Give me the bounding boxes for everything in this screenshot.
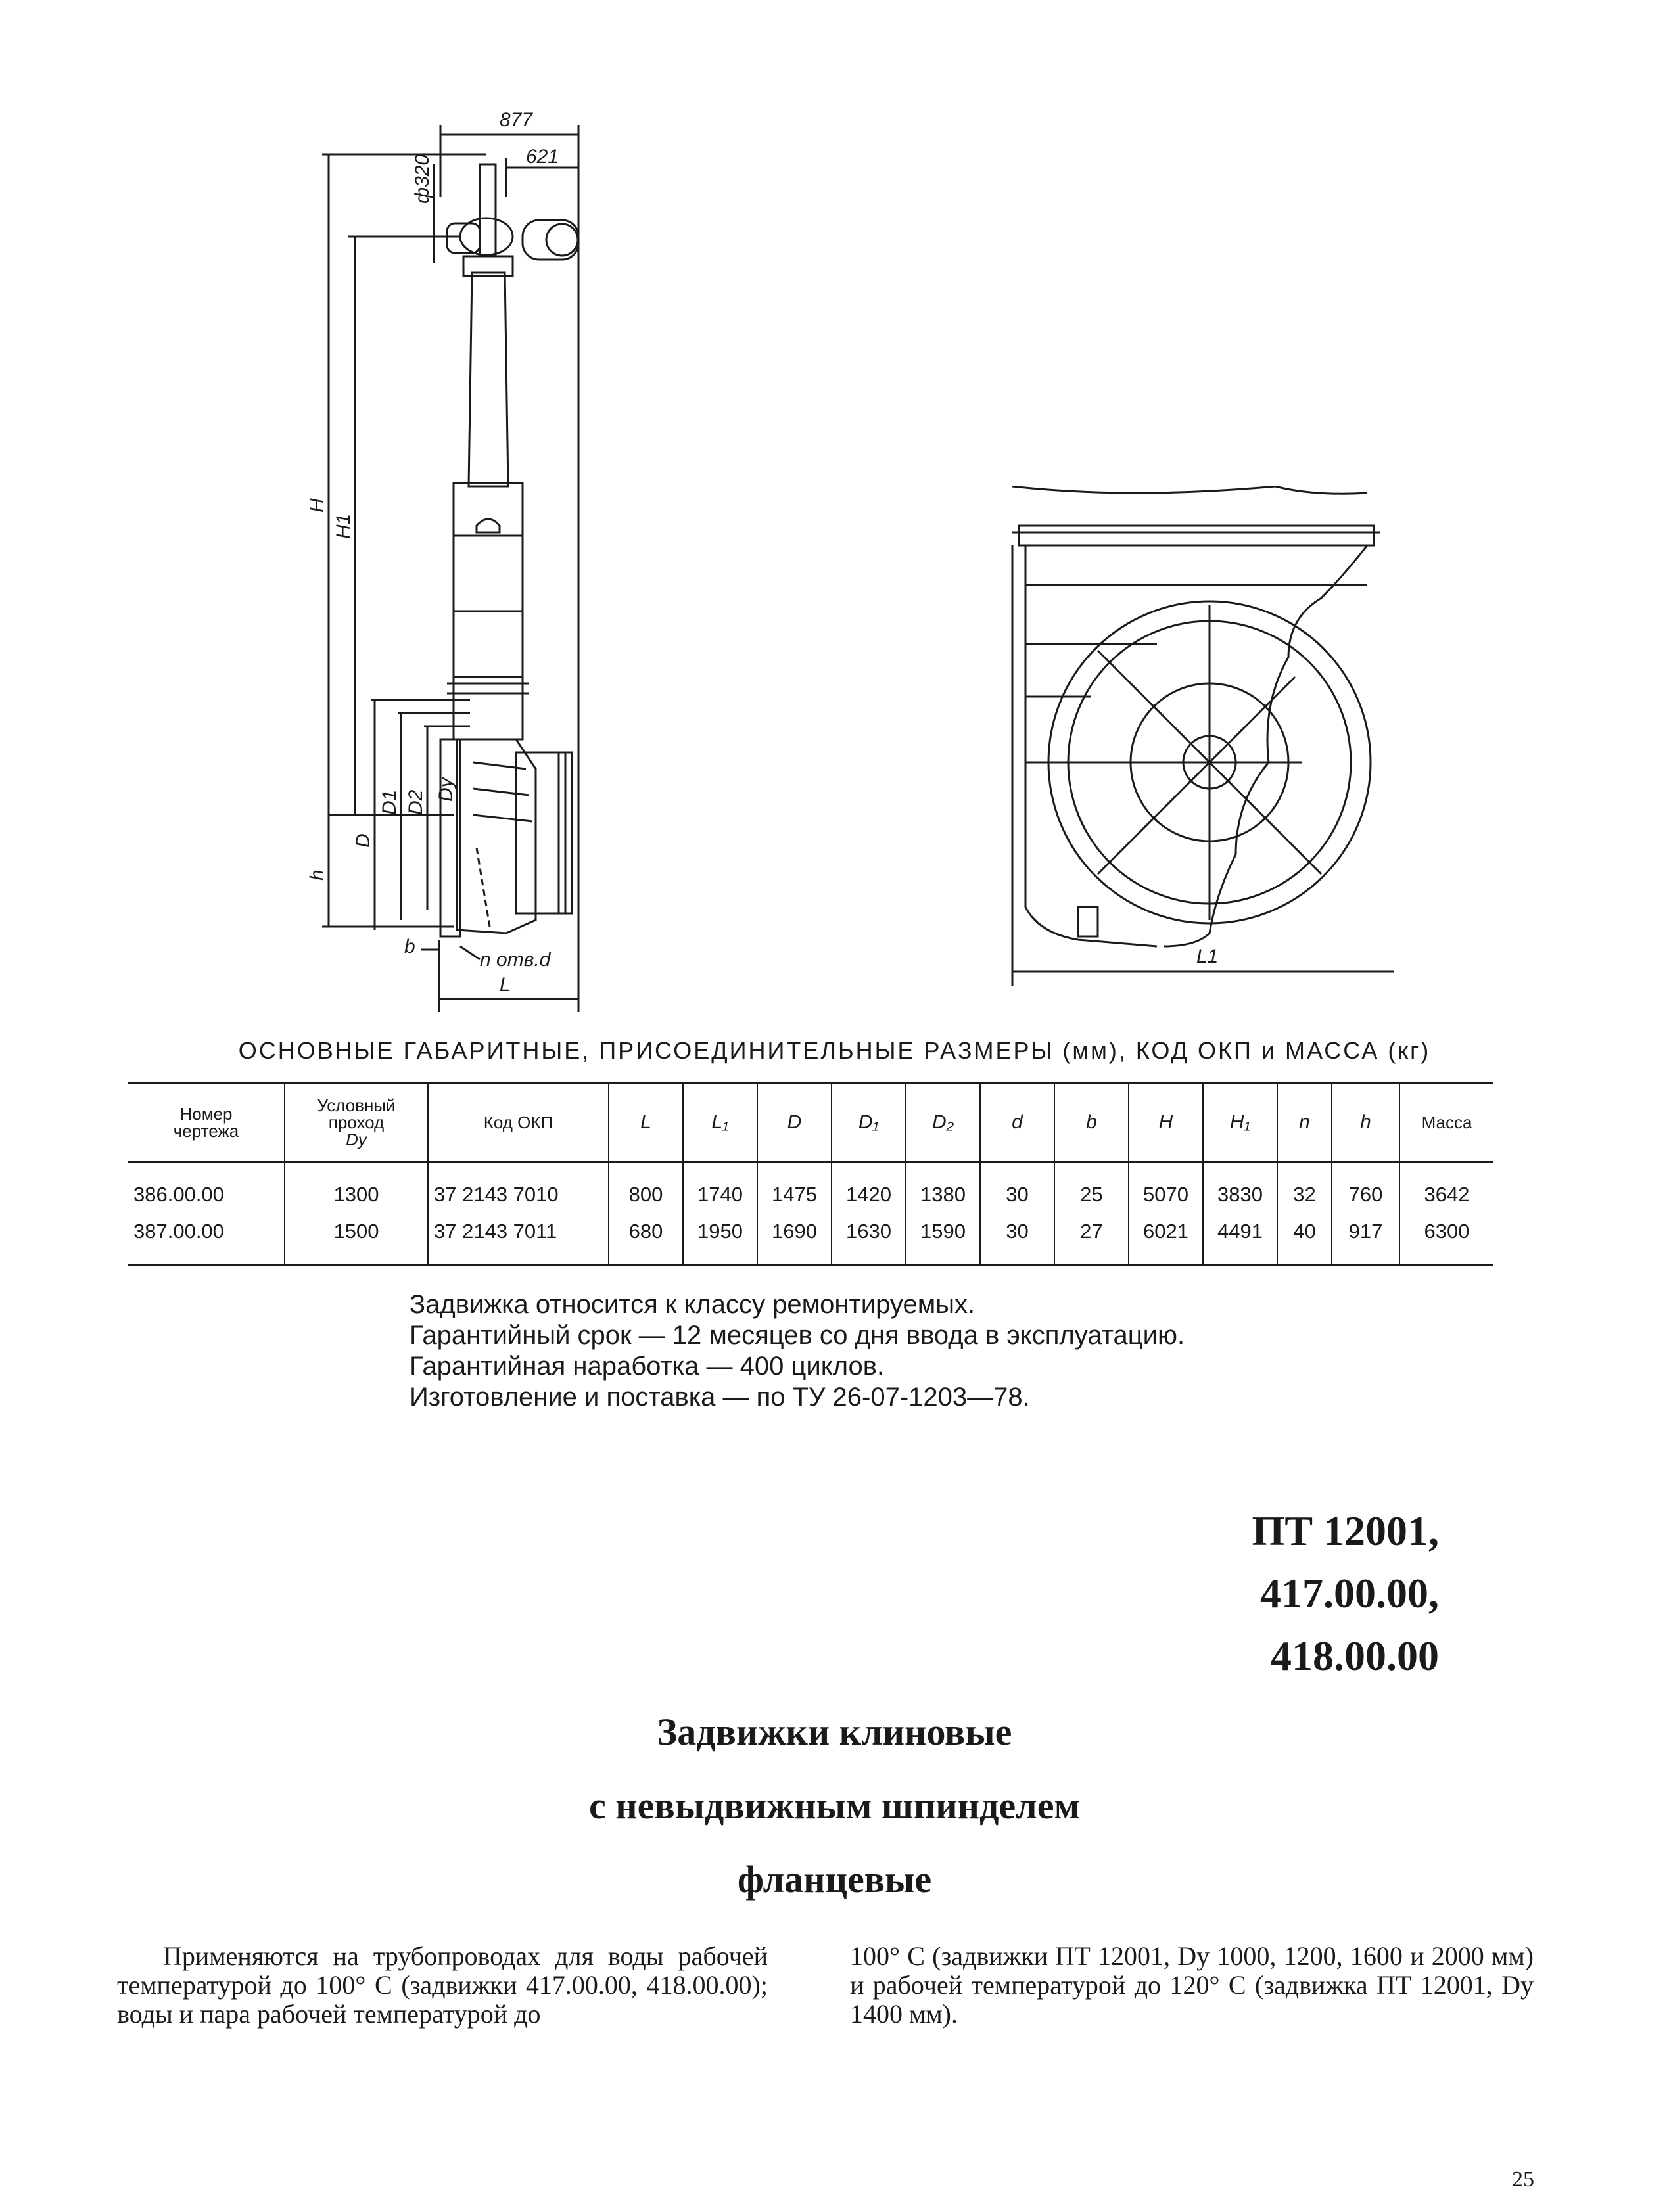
- product-code: 417.00.00,: [1260, 1570, 1439, 1617]
- header-dy: [285, 1083, 428, 1163]
- header-d1: D₁: [832, 1083, 906, 1163]
- table-row: [128, 1213, 1493, 1265]
- dim-height-total: H: [306, 498, 328, 513]
- dim-half-width: 621: [526, 146, 559, 168]
- table-cell: 1500: [285, 1213, 428, 1265]
- table-cell: 1300: [285, 1162, 428, 1213]
- header-l: L: [609, 1083, 683, 1163]
- header-dy-line1: Условный: [317, 1095, 396, 1115]
- table-cell: 680: [609, 1213, 683, 1265]
- header-dy-line2: проход: [328, 1113, 385, 1132]
- dim-flange-d2: D2: [405, 789, 427, 815]
- header-h1: H₁: [1203, 1083, 1277, 1163]
- table-cell: 386.00.00: [133, 1183, 224, 1206]
- valve-elevation-drawing: [289, 105, 605, 1012]
- dim-handwheel: ф320: [411, 154, 433, 204]
- dim-length-l1: L1: [1196, 946, 1219, 967]
- table-cell: 30: [980, 1213, 1054, 1265]
- header-drawing-no-line2: чертежа: [173, 1121, 239, 1141]
- dim-height-one: H1: [333, 513, 354, 539]
- header-small-h: h: [1332, 1083, 1399, 1163]
- table-cell: 1690: [757, 1213, 832, 1265]
- table-cell: 6300: [1399, 1213, 1493, 1265]
- dim-flange-d: D: [352, 833, 374, 848]
- table-cell: 1475: [757, 1162, 832, 1213]
- table-caption: ОСНОВНЫЕ ГАБАРИТНЫЕ, ПРИСОЕДИНИТЕЛЬНЫЕ РАЗМЕРЫ (мм), КОД ОКП и МАССА (кг): [238, 1037, 1431, 1064]
- body-text-right: 100° С (задвижки ПТ 12001, Dу 1000, 1200, 1600 и 2000 мм) и рабочей температурой до 120° С (задвижка ПТ 12001, Dу 1400 мм).: [850, 1941, 1534, 2029]
- title-line: с невыдвижным шпинделем: [589, 1784, 1080, 1827]
- header-h: H: [1129, 1083, 1203, 1163]
- body-text-left: Применяются на трубопроводах для воды рабочей температурой до 100° С (задвижки 417.00.00, 418.00.00); воды и пара рабочей температурой до: [117, 1941, 768, 2029]
- header-d2: D₂: [906, 1083, 980, 1163]
- note-line: Гарантийный срок — 12 месяцев со дня ввода в эксплуатацию.: [410, 1321, 1185, 1350]
- dim-flange-b: b: [404, 936, 415, 957]
- title-line: Задвижки клиновые: [657, 1711, 1012, 1753]
- table-cell: 800: [609, 1162, 683, 1213]
- table-cell: 32: [1277, 1162, 1332, 1213]
- header-mass: Масса: [1399, 1083, 1493, 1163]
- table-cell: 37 2143 7010: [428, 1162, 609, 1213]
- table-cell: 25: [1054, 1162, 1129, 1213]
- table-cell: 1740: [683, 1162, 757, 1213]
- dim-bore: Dy: [435, 777, 457, 802]
- product-code: 418.00.00: [1271, 1632, 1439, 1679]
- header-b: b: [1054, 1083, 1129, 1163]
- dimensions-table: [128, 1082, 1493, 1266]
- table-cell: 3830: [1203, 1162, 1277, 1213]
- table-cell: 4491: [1203, 1213, 1277, 1265]
- section-title: [0, 1695, 1669, 1916]
- header-d: D: [757, 1083, 832, 1163]
- table-cell: 27: [1054, 1213, 1129, 1265]
- dim-top-width: 877: [500, 109, 533, 131]
- dim-holes: n отв.d: [480, 949, 551, 971]
- title-line: фланцевые: [737, 1858, 932, 1901]
- product-code: ПТ 12001,: [1252, 1508, 1439, 1554]
- notes-block: [410, 1289, 1185, 1413]
- table-cell: 760: [1332, 1162, 1399, 1213]
- header-small-d: d: [980, 1083, 1054, 1163]
- header-drawing-no: [128, 1083, 285, 1163]
- table-header-row: [128, 1083, 1493, 1163]
- table-cell: 1950: [683, 1213, 757, 1265]
- dim-lower-h: h: [306, 869, 328, 881]
- product-codes: [1252, 1500, 1439, 1687]
- table-cell: 1380: [906, 1162, 980, 1213]
- note-line: Изготовление и поставка — по ТУ 26-07-1203—78.: [410, 1383, 1030, 1412]
- table-cell: 40: [1277, 1213, 1332, 1265]
- page-number: 25: [1512, 2167, 1534, 2192]
- valve-cutaway-drawing: [999, 486, 1407, 999]
- table-row: [128, 1162, 1493, 1213]
- note-line: Гарантийная наработка — 400 циклов.: [410, 1352, 885, 1381]
- table-cell: 1630: [832, 1213, 906, 1265]
- table-cell: 3642: [1399, 1162, 1493, 1213]
- header-n: n: [1277, 1083, 1332, 1163]
- header-drawing-no-line1: Номер: [179, 1104, 233, 1124]
- table-cell: 387.00.00: [133, 1220, 224, 1243]
- table-cell: 6021: [1129, 1213, 1203, 1265]
- note-line: Задвижка относится к классу ремонтируемых.: [410, 1290, 976, 1319]
- header-l1: L₁: [683, 1083, 757, 1163]
- table-cell: 1420: [832, 1162, 906, 1213]
- table-cell: 5070: [1129, 1162, 1203, 1213]
- header-okp: Код ОКП: [428, 1083, 609, 1163]
- table-cell: 30: [980, 1162, 1054, 1213]
- table-cell: 1590: [906, 1213, 980, 1265]
- table-cell: 917: [1332, 1213, 1399, 1265]
- dim-flange-d1: D1: [379, 789, 400, 815]
- dim-length: L: [500, 974, 511, 996]
- table-cell: 37 2143 7011: [428, 1213, 609, 1265]
- header-dy-line3: Dу: [346, 1130, 367, 1149]
